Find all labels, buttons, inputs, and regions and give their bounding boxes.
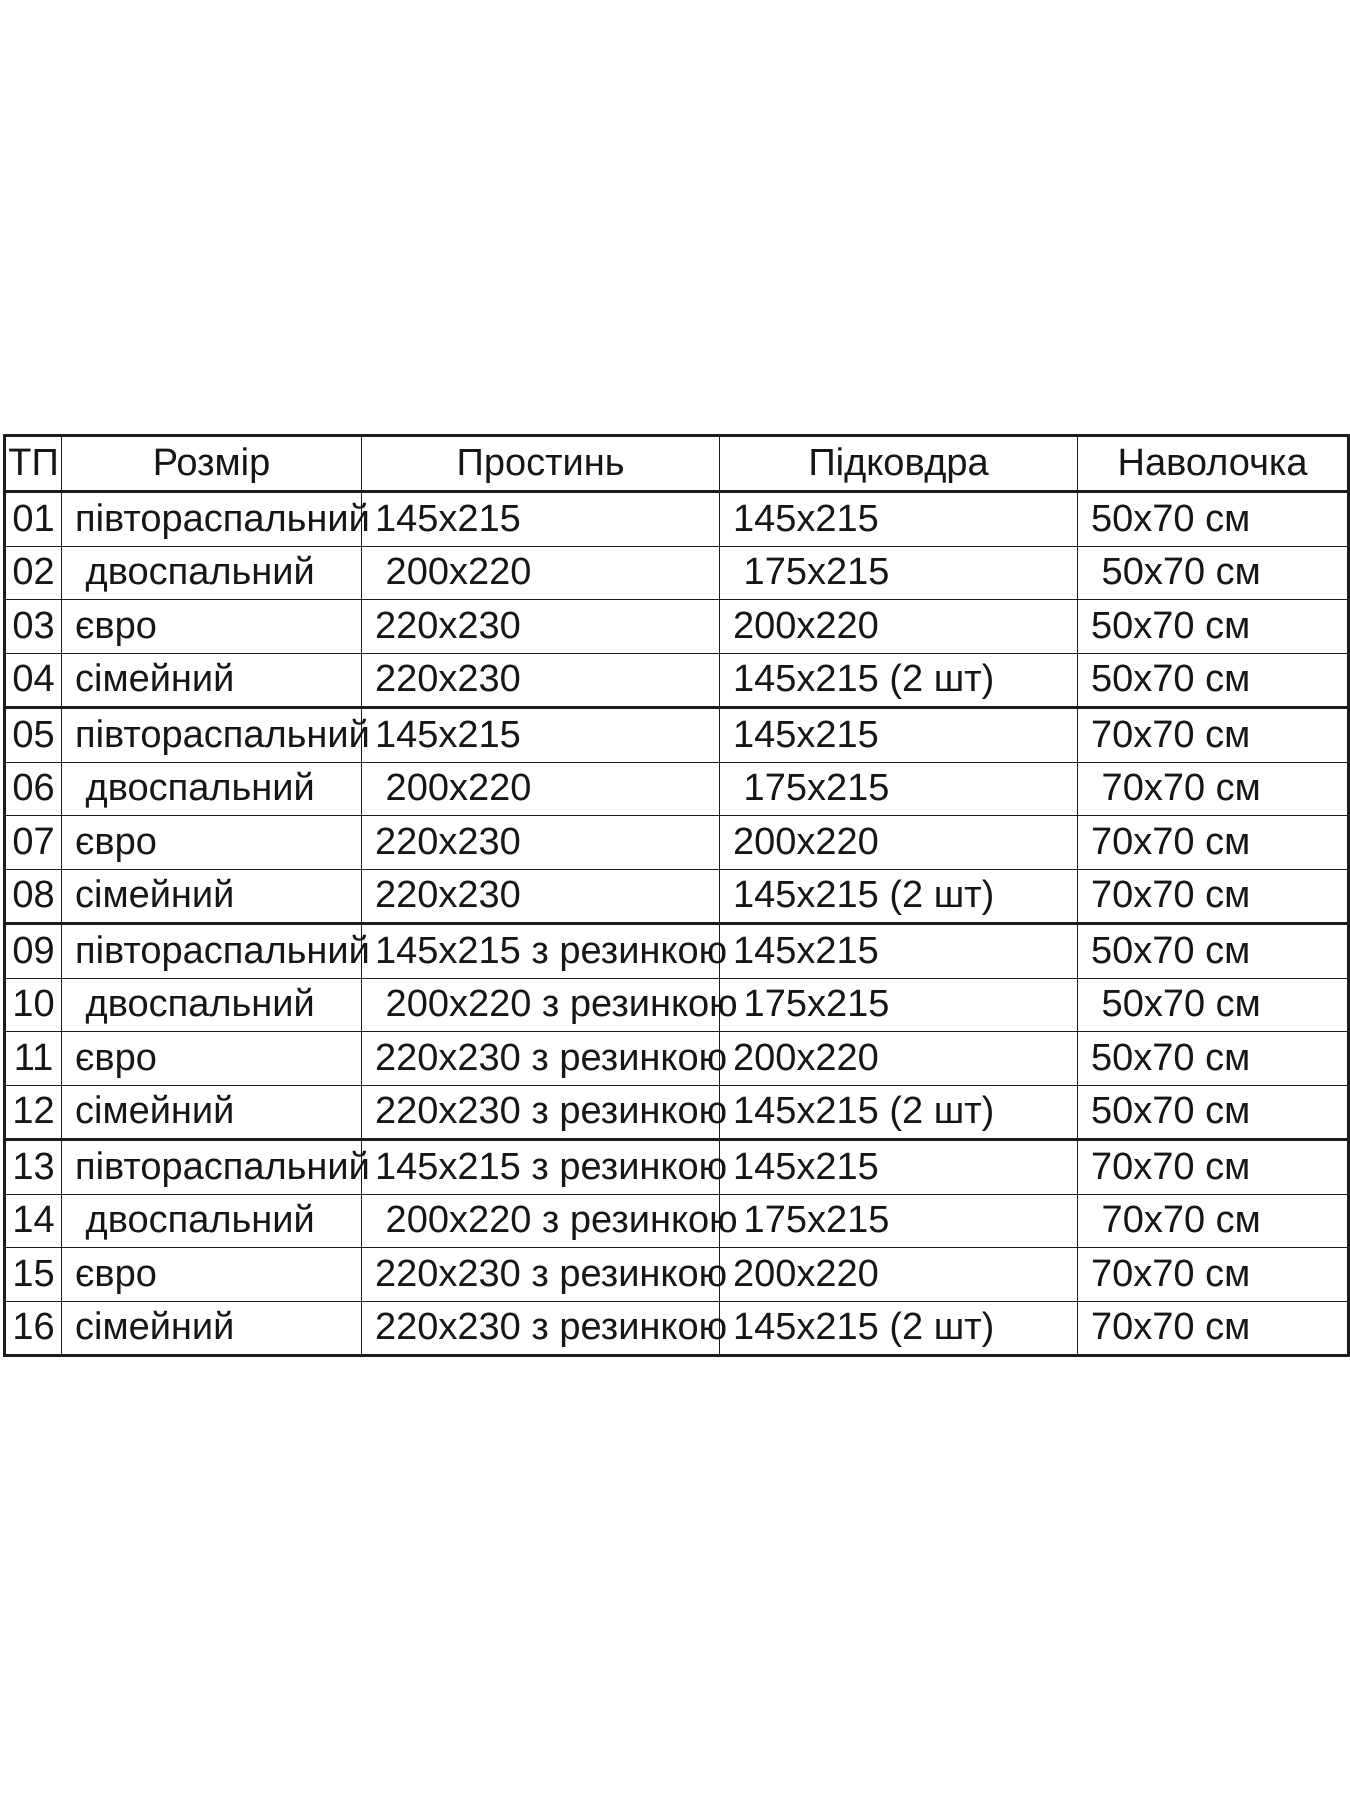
cell-tp: 13 (5, 1140, 62, 1195)
cell-rozmir: сімейний (62, 1085, 362, 1140)
cell-pidkovdra: 200x220 (720, 816, 1078, 870)
cell-navolochka: 70x70 см (1078, 1301, 1349, 1356)
cell-tp: 04 (5, 653, 62, 708)
cell-prostyn: 145x215 (362, 708, 720, 763)
col-header-rozmir: Розмір (62, 436, 362, 492)
cell-tp: 14 (5, 1194, 62, 1248)
cell-prostyn: 220x230 (362, 600, 720, 654)
cell-tp: 09 (5, 924, 62, 979)
cell-navolochka: 70x70 см (1078, 1248, 1349, 1302)
cell-navolochka: 50x70 см (1078, 924, 1349, 979)
col-header-tp: ТП (5, 436, 62, 492)
table-row (5, 492, 1349, 547)
table-header-row (5, 436, 1349, 492)
cell-rozmir: сімейний (62, 653, 362, 708)
cell-navolochka: 70x70 см (1078, 869, 1349, 924)
cell-prostyn: 200x220 (362, 762, 720, 816)
table-row (5, 546, 1349, 600)
table-row (5, 600, 1349, 654)
table-row (5, 816, 1349, 870)
table-row (5, 1140, 1349, 1195)
bedding-size-table (3, 434, 1350, 1357)
cell-pidkovdra: 145x215 (720, 492, 1078, 547)
cell-rozmir: євро (62, 816, 362, 870)
cell-navolochka: 50x70 см (1078, 653, 1349, 708)
cell-prostyn: 145x215 (362, 492, 720, 547)
cell-pidkovdra: 200x220 (720, 600, 1078, 654)
table-row (5, 1194, 1349, 1248)
cell-navolochka: 50x70 см (1078, 978, 1349, 1032)
cell-pidkovdra: 175x215 (720, 762, 1078, 816)
cell-pidkovdra: 175x215 (720, 978, 1078, 1032)
cell-pidkovdra: 200x220 (720, 1032, 1078, 1086)
bedding-size-table-container (3, 434, 1350, 1357)
cell-prostyn: 220x230 (362, 869, 720, 924)
table-row (5, 708, 1349, 763)
cell-prostyn: 145x215 з резинкою (362, 1140, 720, 1195)
cell-pidkovdra: 145x215 (720, 1140, 1078, 1195)
cell-pidkovdra: 145x215 (2 шт) (720, 869, 1078, 924)
cell-tp: 06 (5, 762, 62, 816)
cell-rozmir: півтораспальний (62, 492, 362, 547)
cell-navolochka: 70x70 см (1078, 708, 1349, 763)
cell-prostyn: 220x230 з резинкою (362, 1301, 720, 1356)
cell-rozmir: двоспальний (62, 1194, 362, 1248)
table-body (5, 492, 1349, 1356)
table-row (5, 978, 1349, 1032)
cell-tp: 15 (5, 1248, 62, 1302)
cell-tp: 02 (5, 546, 62, 600)
cell-rozmir: сімейний (62, 869, 362, 924)
cell-tp: 07 (5, 816, 62, 870)
col-header-prostyn: Простинь (362, 436, 720, 492)
cell-tp: 01 (5, 492, 62, 547)
cell-navolochka: 50x70 см (1078, 492, 1349, 547)
cell-rozmir: сімейний (62, 1301, 362, 1356)
table-row (5, 924, 1349, 979)
cell-navolochka: 50x70 см (1078, 1085, 1349, 1140)
cell-pidkovdra: 145x215 (2 шт) (720, 1301, 1078, 1356)
table-row (5, 1085, 1349, 1140)
col-header-pidkovdra: Підковдра (720, 436, 1078, 492)
table-row (5, 762, 1349, 816)
cell-pidkovdra: 145x215 (2 шт) (720, 1085, 1078, 1140)
cell-tp: 11 (5, 1032, 62, 1086)
cell-pidkovdra: 175x215 (720, 546, 1078, 600)
table-row (5, 1301, 1349, 1356)
cell-navolochka: 70x70 см (1078, 1140, 1349, 1195)
cell-prostyn: 220x230 з резинкою (362, 1032, 720, 1086)
cell-rozmir: євро (62, 1032, 362, 1086)
cell-rozmir: євро (62, 600, 362, 654)
cell-pidkovdra: 145x215 (720, 924, 1078, 979)
cell-rozmir: двоспальний (62, 762, 362, 816)
table-row (5, 653, 1349, 708)
cell-rozmir: двоспальний (62, 978, 362, 1032)
table-row (5, 1248, 1349, 1302)
cell-pidkovdra: 145x215 (720, 708, 1078, 763)
cell-pidkovdra: 175x215 (720, 1194, 1078, 1248)
cell-navolochka: 70x70 см (1078, 816, 1349, 870)
cell-pidkovdra: 145x215 (2 шт) (720, 653, 1078, 708)
cell-navolochka: 70x70 см (1078, 1194, 1349, 1248)
cell-prostyn: 220x230 (362, 653, 720, 708)
cell-navolochka: 50x70 см (1078, 600, 1349, 654)
cell-prostyn: 220x230 з резинкою (362, 1085, 720, 1140)
cell-prostyn: 200x220 з резинкою (362, 978, 720, 1032)
cell-tp: 03 (5, 600, 62, 654)
cell-rozmir: півтораспальний (62, 1140, 362, 1195)
table-row (5, 1032, 1349, 1086)
cell-tp: 05 (5, 708, 62, 763)
col-header-navolochka: Наволочка (1078, 436, 1349, 492)
cell-prostyn: 200x220 (362, 546, 720, 600)
cell-tp: 10 (5, 978, 62, 1032)
cell-prostyn: 145x215 з резинкою (362, 924, 720, 979)
cell-navolochka: 50x70 см (1078, 546, 1349, 600)
cell-rozmir: двоспальний (62, 546, 362, 600)
cell-tp: 12 (5, 1085, 62, 1140)
cell-rozmir: півтораспальний (62, 924, 362, 979)
cell-tp: 16 (5, 1301, 62, 1356)
cell-pidkovdra: 200x220 (720, 1248, 1078, 1302)
cell-navolochka: 50x70 см (1078, 1032, 1349, 1086)
cell-tp: 08 (5, 869, 62, 924)
cell-prostyn: 220x230 (362, 816, 720, 870)
cell-prostyn: 220x230 з резинкою (362, 1248, 720, 1302)
cell-rozmir: євро (62, 1248, 362, 1302)
cell-rozmir: півтораспальний (62, 708, 362, 763)
cell-navolochka: 70x70 см (1078, 762, 1349, 816)
table-row (5, 869, 1349, 924)
cell-prostyn: 200x220 з резинкою (362, 1194, 720, 1248)
